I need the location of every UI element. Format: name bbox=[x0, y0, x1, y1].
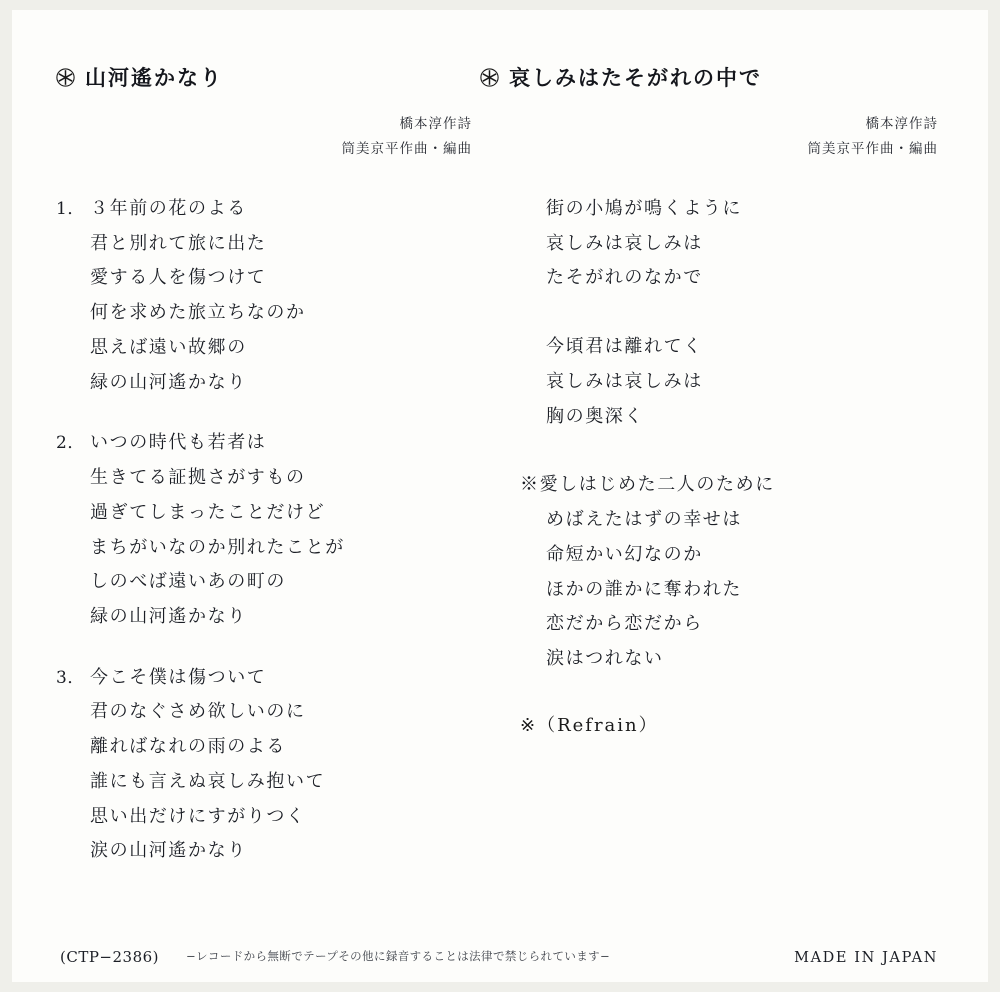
flower-asterisk-icon bbox=[480, 68, 499, 87]
paper-edge-bottom bbox=[0, 982, 1000, 992]
verse-line: 生きてる証拠さがすもの bbox=[90, 467, 306, 489]
verse-line bbox=[56, 661, 480, 696]
verse-line: まちがいなのか別れたことが bbox=[90, 536, 345, 558]
verse-line-text: いつの時代も若者は bbox=[90, 432, 267, 454]
credit-lyricist: 橋本淳作詩 bbox=[865, 116, 938, 132]
verse-line: 命短かい幻なのか bbox=[546, 543, 703, 565]
flower-asterisk-icon bbox=[56, 68, 75, 87]
refrain-marker: ※（Refrain） bbox=[520, 714, 659, 736]
verse-line: 涙の山河遙かなり bbox=[90, 840, 247, 862]
copyright-notice: −レコードから無断でテープその他に録音することは法律で禁じられています− bbox=[186, 949, 611, 963]
song-title-text: 哀しみはたそがれの中で bbox=[509, 65, 762, 90]
footer bbox=[0, 944, 1000, 966]
verse bbox=[480, 330, 1000, 434]
verse-line: たそがれのなかで bbox=[546, 267, 703, 289]
made-in-label: MADE IN JAPAN bbox=[794, 950, 938, 966]
verse-line: ほかの誰かに奪われた bbox=[546, 578, 742, 600]
verse-line-text: 今こそ僕は傷ついて bbox=[90, 666, 267, 688]
verse-line: 哀しみは哀しみは bbox=[546, 370, 703, 392]
verse-line: 街の小鳩が鳴くように bbox=[546, 197, 742, 219]
verse bbox=[480, 468, 1000, 676]
verse-number: 3． bbox=[56, 667, 85, 688]
song-title bbox=[480, 62, 1000, 92]
song-credits bbox=[480, 112, 1000, 162]
verse-line: 愛する人を傷つけて bbox=[90, 267, 267, 289]
credit-composer: 筒美京平作曲・編曲 bbox=[341, 140, 472, 157]
verse-line: 誰にも言えぬ哀しみ抱いて bbox=[90, 770, 326, 792]
verse-line-text: ３年前の花のよる bbox=[90, 197, 247, 219]
verse-line-marked: ※愛しはじめた二人のために bbox=[520, 474, 775, 496]
verse-line: 思い出だけにすがりつく bbox=[90, 805, 306, 827]
verse-list bbox=[56, 192, 480, 869]
verse-line: めばえたはずの幸せは bbox=[546, 509, 742, 531]
verse-line: しのべば遠いあの町の bbox=[90, 571, 286, 593]
verse bbox=[56, 192, 480, 400]
song-credits bbox=[56, 112, 480, 162]
song-title-text: 山河遙かなり bbox=[85, 65, 223, 90]
credit-lyricist: 橋本淳作詩 bbox=[399, 116, 472, 132]
verse-list bbox=[480, 192, 1000, 737]
verse-line: 緑の山河遙かなり bbox=[90, 371, 247, 393]
verse-line: 何を求めた旅立ちなのか bbox=[90, 302, 306, 324]
verse-line bbox=[56, 192, 480, 227]
verse-line: 恋だから恋だから bbox=[546, 613, 703, 635]
verse bbox=[56, 426, 480, 634]
verse-line: 哀しみは哀しみは bbox=[546, 232, 703, 254]
verse-line: 君のなぐさめ欲しいのに bbox=[90, 701, 306, 723]
verse bbox=[56, 661, 480, 869]
song-column-left bbox=[0, 62, 480, 895]
paper-edge-top bbox=[0, 0, 1000, 10]
song-title bbox=[56, 62, 480, 92]
verse-line: 過ぎてしまったことだけど bbox=[90, 501, 326, 523]
verse-line bbox=[56, 426, 480, 461]
catalog-number: (CTP−2386) bbox=[60, 948, 160, 966]
lyrics-columns bbox=[0, 62, 1000, 895]
verse bbox=[480, 192, 1000, 296]
verse-line: 緑の山河遙かなり bbox=[90, 606, 247, 628]
verse-line: 君と別れて旅に出た bbox=[90, 232, 267, 254]
verse-line: 思えば遠い故郷の bbox=[90, 336, 247, 358]
song-column-right bbox=[480, 62, 1000, 895]
verse-number: 1． bbox=[56, 198, 85, 219]
verse-line: 胸の奥深く bbox=[546, 405, 644, 427]
verse-line: 涙はつれない bbox=[546, 648, 664, 670]
verse-number: 2． bbox=[56, 433, 85, 454]
verse-line: 今頃君は離れてく bbox=[546, 336, 703, 358]
credit-composer: 筒美京平作曲・編曲 bbox=[807, 140, 938, 157]
verse-line: 離ればなれの雨のよる bbox=[90, 736, 286, 758]
